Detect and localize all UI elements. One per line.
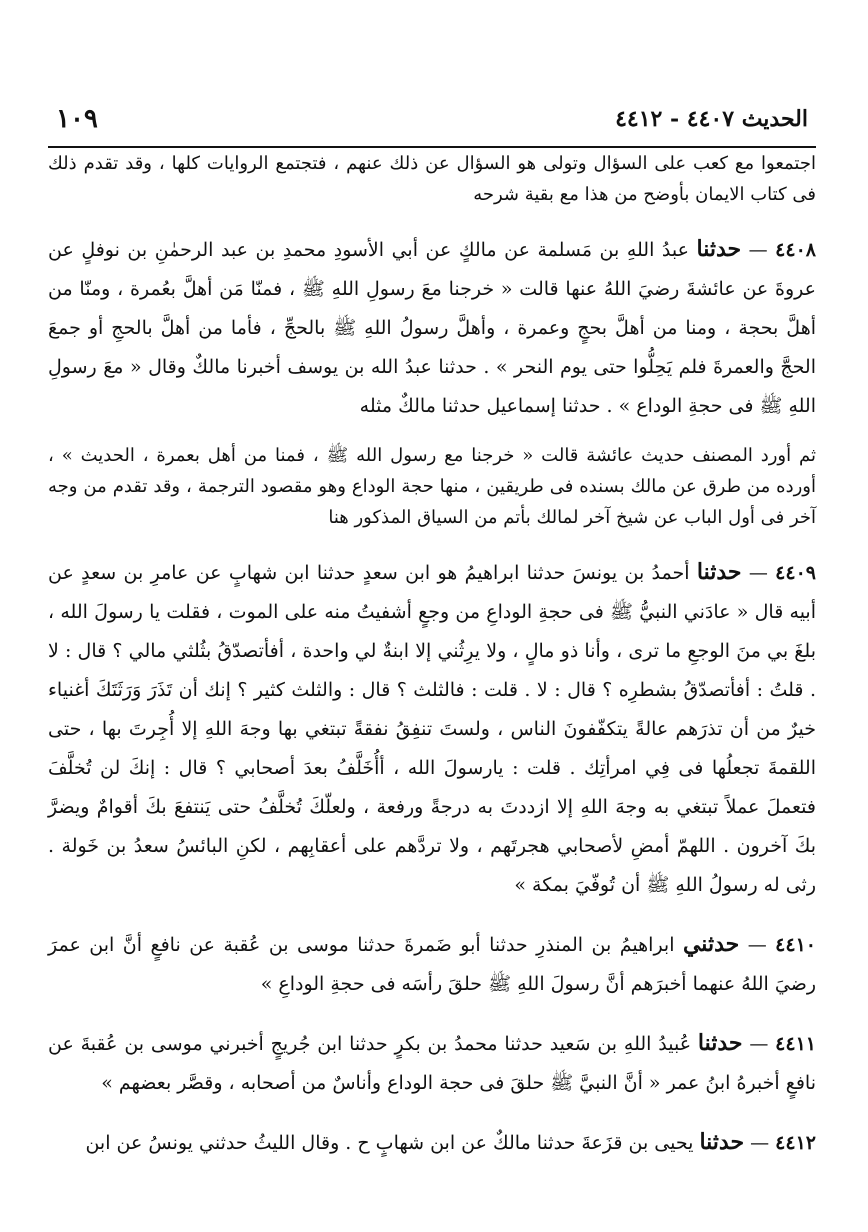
hadith-dash: —: [741, 562, 776, 584]
hadith-dash: —: [741, 239, 776, 261]
commentary-paragraph: [48, 148, 816, 210]
hadith-number: ٤٤٠٨: [775, 239, 816, 261]
hadith-number: ٤٤٠٩: [775, 562, 816, 584]
hadith-number: ٤٤١١: [775, 1033, 816, 1055]
hadith-number: ٤٤١٠: [775, 934, 816, 956]
page-header: [48, 96, 816, 142]
commentary-text: ثم أورد المصنف حديث عائشة قالت « خرجنا مع رسول الله ﷺ ، فمنا من أهل بعمرة ، الحديث » ، أورده من طرق عن مالك بسنده فى طريقين ، منها حجة الوداع وهو مقصود الترجمة ، وقد تقدم من وجه آخر فى أول الباب عن شيخ آخر لمالك بأتم من السياق المذكور هنا: [48, 445, 816, 528]
hadith-text: ابراهيمُ بن المنذرِ حدثنا أبو ضَمرةَ حدثنا موسى بن عُقبة عن نافعٍ أنَّ ابن عمرَ رضيَ اللهُ عنهما أخبرَهم أنَّ رسولَ اللهِ ﷺ حلقَ رأسَه فى حجةِ الوداعِ »: [48, 934, 816, 995]
hadith-dash: —: [742, 1033, 776, 1055]
hadith-4409: [48, 553, 816, 905]
hadith-4408: [48, 230, 816, 426]
haddathana-word: حدثنا: [696, 236, 742, 262]
hadith-text: عبدُ اللهِ بن مَسلمة عن مالكٍ عن أبي الأسودِ محمدِ بن عبد الرحمٰنِ بن نوفلٍ عن عروةَ عن عائشةَ رضيَ اللهُ عنها قالت « خرجنا معَ رسولِ اللهِ ﷺ ، فمنّا مَن أهلَّ بعُمرة ، ومنّا من أهلَّ بحجة ، ومنا من أهلَّ بحجٍ وعمرة ، وأهلَّ رسولُ اللهِ ﷺ بالحجِّ ، فأما من أهلَّ بالحجِ أو جمعَ الحجَّ والعمرةَ فلم يَحِلُّوا حتى يوم النحر » . حدثنا عبدُ الله بن يوسف أخبرنا مالكٌ وقال « معَ رسولِ اللهِ ﷺ فى حجةِ الوداع » . حدثنا إسماعيل حدثنا مالكٌ مثله: [48, 239, 816, 417]
haddathana-word: حدثنا: [699, 1129, 745, 1155]
commentary-paragraph: [48, 440, 816, 533]
hadith-dash: —: [739, 934, 776, 956]
hadith-text: يحيى بن قزَعةَ حدثنا مالكٌ عن ابن شهابٍ ح . وقال الليثُ حدثني يونسُ عن ابن: [85, 1132, 700, 1154]
hadith-text: أحمدُ بن يونسَ حدثنا ابراهيمُ هو ابن سعدٍ حدثنا ابن شهابٍ عن عامرِ بن سعدٍ عن أبيه قال « عادَني النبيُّ ﷺ فى حجةِ الوداعِ من وجعٍ أشفيتُ منه على الموت ، فقلت يا رسولَ الله ، بلغَ بي منَ الوجعِ ما ترى ، وأنا ذو مالٍ ، ولا يرِثُني إلا ابنةٌ لي واحدة ، أفأتصدّقُ بثُلثي مالي ؟ قال : لا . قلتُ : أفأتصدّقُ بشطرِه ؟ قال : لا . قلت : فالثلث ؟ قال : والثلث كثير ؟ إنك أن تَذَرَ وَرَثَتَكَ أغنياء خيرٌ من أن تذرَهم عالةً يتكفّفونَ الناس ، ولستَ تنفِقُ نفقةً تبتغي بها وجهَ اللهِ إلا أُجِرتَ بها ، حتى اللقمةَ تجعلُها فى فِي امرأتِك . قلت : يارسولَ الله ، أأُخَلَّفُ بعدَ أصحابي ؟ قال : إنكَ لن تُخلَّفَ فتعملَ عملاً تبتغي به وجهَ اللهِ إلا ازددتَ به درجةً ورفعة ، ولعلّكَ تُخلَّفُ حتى يَنتفعَ بكَ أقوامٌ ويضرَّ بكَ آخرون . اللهمّ أمضِ لأصحابي هجرتَهم ، ولا تردَّهم على أعقابِهم ، لكنِ البائسُ سعدُ بن خَولة . رثى له رسولُ اللهِ ﷺ أن تُوفّيَ بمكة »: [48, 562, 816, 896]
page-number: ١٠٩: [56, 104, 98, 134]
haddathana-word: حدثنا: [696, 559, 742, 585]
hadith-number: ٤٤١٢: [775, 1132, 816, 1154]
running-head: الحديث ٤٤٠٧ - ٤٤١٢: [615, 106, 808, 132]
hadith-4412: [48, 1123, 816, 1163]
hadith-dash: —: [744, 1132, 776, 1154]
hadith-4410: [48, 925, 816, 1004]
page-body: [48, 148, 816, 1163]
haddathana-word: حدثنا: [697, 1030, 743, 1056]
hadith-text: عُبيدُ اللهِ بن سَعيد حدثنا محمدُ بن بكرٍ حدثنا ابن جُريجٍ أخبرني موسى بن عُقبةَ عن نافعٍ أخبرهُ ابنُ عمر « أنَّ النبيَّ ﷺ حلقَ فى حجة الوداع وأناسٌ من أصحابه ، وقصَّر بعضهم »: [48, 1033, 816, 1094]
haddathana-word: حدثني: [682, 931, 740, 957]
hadith-4411: [48, 1024, 816, 1103]
commentary-text: اجتمعوا مع كعب على السؤال وتولى هو السؤال عن ذلك عنهم ، فتجتمع الروايات كلها ، وقد تقدم ذلك فى كتاب الايمان بأوضح من هذا مع بقية شرحه: [48, 153, 816, 205]
